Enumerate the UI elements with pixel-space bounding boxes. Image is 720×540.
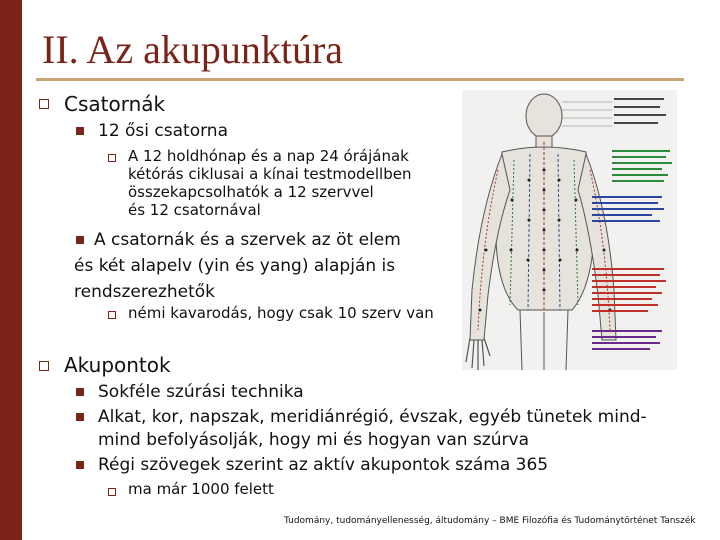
- bullet-level2-icon: [76, 236, 84, 244]
- sub-bullet-line: összekapcsolhatók a 12 szervvel: [128, 183, 374, 201]
- slide-footer: Tudomány, tudományellenesség, áltudomány – BME Filozófia és Tudománytörténet Tanszék: [284, 516, 696, 526]
- bullet-level1-icon: [38, 98, 50, 110]
- bullet-csatornak-es-szervek: A csatornák és a szervek az öt elem: [94, 230, 401, 250]
- section-heading-csatornak: Csatornák: [64, 92, 166, 116]
- bullet-level2-icon: [76, 127, 84, 135]
- sub-bullet-nemi-kavarodas: némi kavarodás, hogy csak 10 szerv van: [128, 304, 434, 322]
- slide-title: II. Az akupunktúra: [42, 27, 344, 72]
- sub-bullet-ma-mar: ma már 1000 felett: [128, 480, 274, 498]
- bullet-level3-icon: [108, 154, 116, 162]
- title-underline: [36, 78, 684, 81]
- left-accent-bar: [0, 0, 22, 540]
- bullet-level2-icon: [76, 388, 84, 396]
- bullet-level2-icon: [76, 413, 84, 421]
- bullet-alkat-kor: Alkat, kor, napszak, meridiánrégió, évszak, egyéb tünetek mind-: [98, 407, 647, 427]
- bullet-level3-icon: [108, 311, 116, 319]
- section-heading-akupontok: Akupontok: [64, 353, 171, 377]
- sub-bullet-line: A 12 holdhónap és a nap 24 órájának: [128, 147, 409, 165]
- bullet-regi-szovegek: Régi szövegek szerint az aktív akupontok száma 365: [98, 455, 549, 475]
- bullet-szurasi-technika: Sokféle szúrási technika: [98, 382, 304, 402]
- bullet-csatornak-es-szervek-line2: és két alapelv (yin és yang) alapján is: [74, 256, 396, 276]
- bullet-level3-icon: [108, 488, 116, 496]
- sub-bullet-line: és 12 csatornával: [128, 201, 261, 219]
- bullet-alkat-kor-line2: mind befolyásolják, hogy mi és hogyan van szúrva: [98, 430, 530, 450]
- sub-bullet-line: kétórás ciklusai a kínai testmodellben: [128, 165, 412, 183]
- bullet-level2-icon: [76, 461, 84, 469]
- bullet-level1-icon: [38, 360, 50, 372]
- acupuncture-chart-image: [462, 90, 677, 370]
- acupuncture-body-chart-icon: [462, 90, 677, 370]
- bullet-12-osi-csatorna: 12 ősi csatorna: [98, 121, 228, 141]
- bullet-csatornak-es-szervek-line3: rendszerezhetők: [74, 282, 216, 302]
